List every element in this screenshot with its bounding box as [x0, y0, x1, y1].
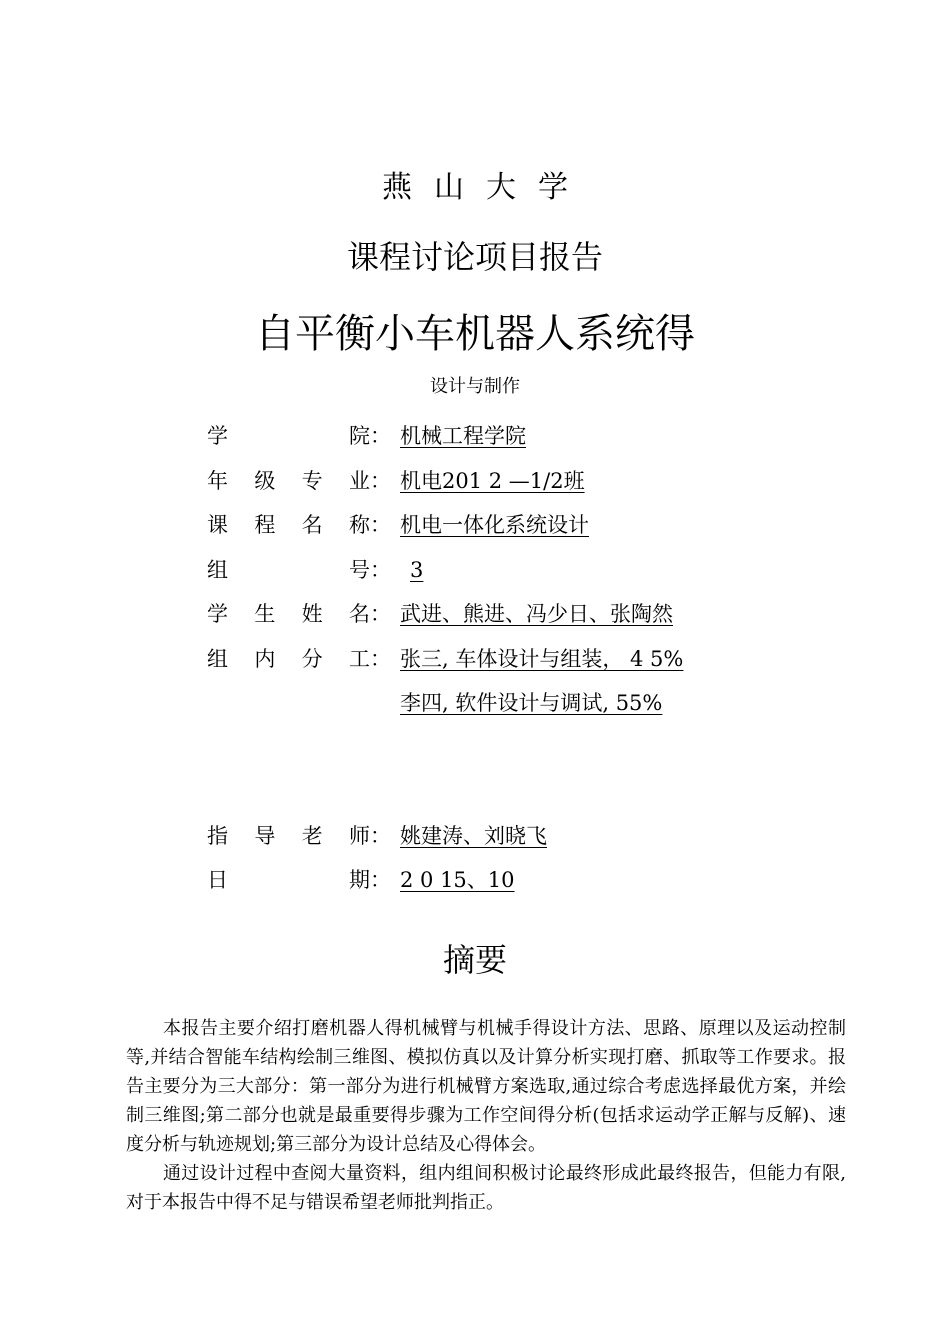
info-label-group-no: 组 号: [207, 558, 370, 582]
info-value-date: 2 0 15、10: [400, 868, 515, 892]
info-value-college: 机械工程学院: [400, 424, 526, 448]
info-value-grade-major: 机电201 2 —1/2班: [400, 469, 585, 493]
info-value-group-no: 3: [410, 558, 424, 582]
info-label-grade-major: 年 级 专 业: [207, 469, 370, 493]
abstract-paragraph-1: 本报告主要介绍打磨机器人得机械臂与机械手得设计方法、思路、原理以及运动控制等,并结合智能车结构绘制三维图、模拟仿真以及计算分析实现打磨、抓取等工作要求。报告主要分为三大部分：第一部分为进行机械臂方案选取,通过综合考虑选择最优方案，并绘制三维图;第二部分也就是最重要得步骤为工作空间得分析(包括求运动学正解与反解)、速度分析与轨迹规划;第三部分为设计总结及心得体会。: [126, 1018, 846, 1155]
info-value-course-name: 机电一体化系统设计: [400, 513, 589, 537]
abstract-body: [126, 1014, 846, 1217]
info-label-students: 学 生 姓 名: [207, 602, 370, 626]
info-value-advisor: 姚建涛、刘晓飞: [400, 824, 547, 848]
info-label-date: 日 期: [207, 868, 370, 892]
info-label-college: 学 院: [207, 424, 370, 448]
info-label-advisor: 指 导 老 师: [207, 824, 370, 848]
info-label-course-name: 课 程 名 称: [207, 513, 370, 537]
info-value-students: 武进、熊进、冯少日、张陶然: [400, 602, 673, 626]
info-value-division-line2: 李四, 软件设计与调试, 55%: [400, 691, 663, 715]
report-cover-page: 燕山大学 课程讨论项目报告 自平衡小车机器人系统得 设计与制作 学 院 ： 机械工程学院 年 级 专 业 ： 机电201 2 —1/2班 课 程 名 称 ： 机电一体化系统设计 组 号 ： 3 学 生 姓 名 ： 武进、熊进、冯少日、张陶然 组 内 分 工 ： 张三, 车体设计与组装， 4 5% 李四, 软件设计与调试, 55% 指 导 老 师 ： 姚建涛、刘晓飞 日 期 ： 2 0 15、10 摘要 本报告主要介绍打磨机器人得机械臂与机械手得设计方法、思路、原理以及运动控制等,并结合智能车结构绘制三维图、模拟仿真以及计算分析实现打磨、抓取等工作要求。报告主要分为三大部分：第一部分为进行机械臂方案选取,通过综合考虑选择最优方案，并绘制三维图;第二部分也就是最重要得步骤为工作空间得分析(包括求运动学正解与反解)、速度分析与轨迹规划;第三部分为设计总结及心得体会。 通过设计过程中查阅大量资料，组内组间积极讨论最终形成此最终报告，但能力有限,对于本报告中得不足与错误希望老师批判指正。: [0, 0, 950, 1342]
info-label-division: 组 内 分 工: [207, 647, 370, 671]
university-name: 燕山大学: [382, 170, 590, 205]
abstract-heading: 摘要: [442, 941, 507, 979]
abstract-paragraph-2: 通过设计过程中查阅大量资料，组内组间积极讨论最终形成此最终报告，但能力有限,对于本报告中得不足与错误希望老师批判指正。: [126, 1163, 846, 1213]
report-type: 课程讨论项目报告: [346, 238, 603, 276]
project-title: 自平衡小车机器人系统得: [255, 311, 695, 357]
project-subtitle: 设计与制作: [430, 376, 520, 397]
info-value-division-line1: 张三, 车体设计与组装， 4 5%: [400, 647, 684, 671]
